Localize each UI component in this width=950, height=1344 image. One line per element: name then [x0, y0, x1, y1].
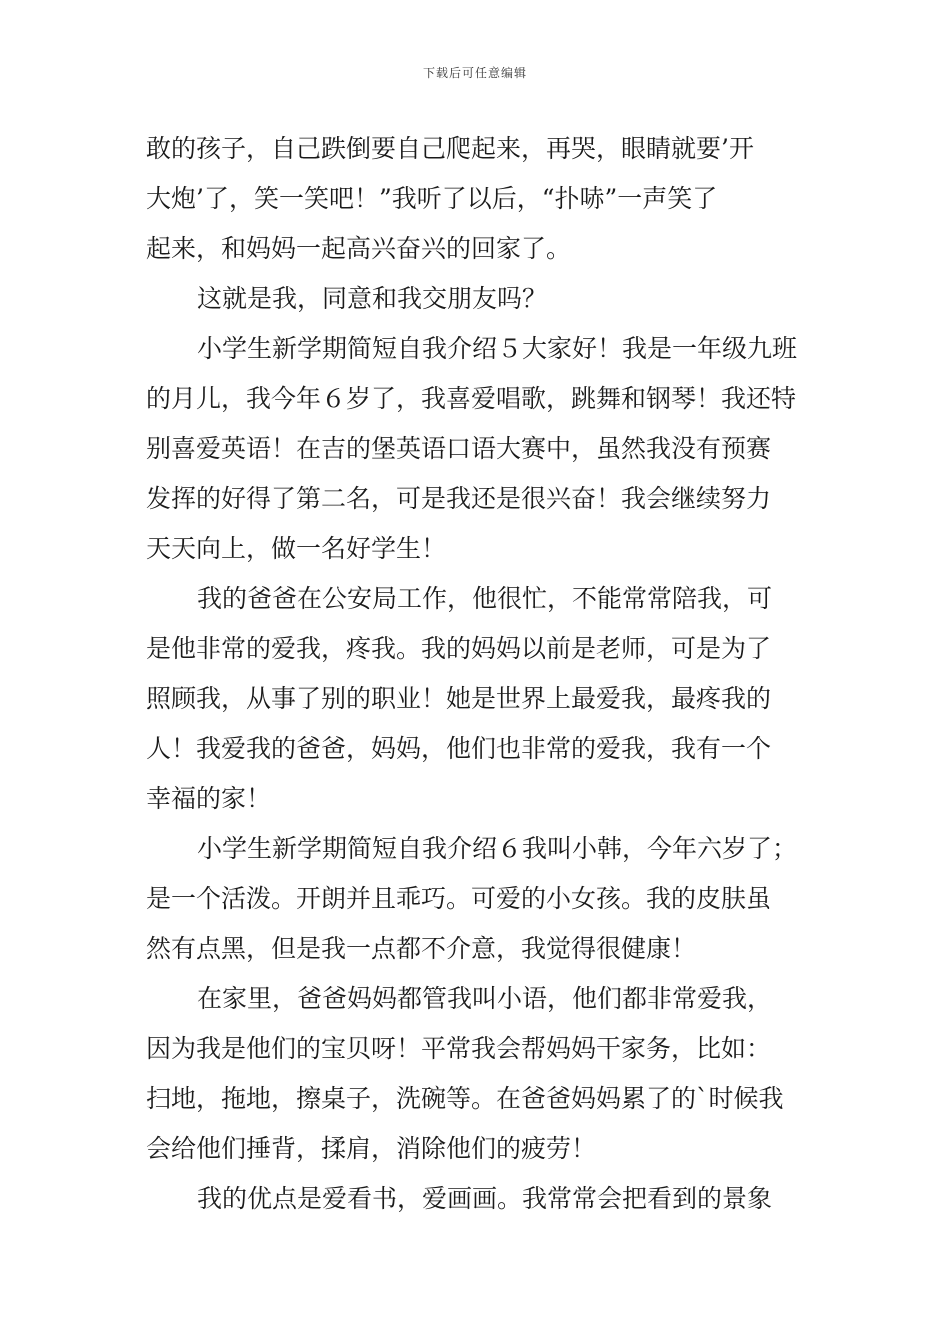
paragraph-first-line: 在家里，爸爸妈妈都管我叫小语，他们都非常爱我，: [197, 984, 773, 1013]
text-line: 是他非常的爱我，疼我。我的妈妈以前是老师，可是为了: [146, 634, 772, 663]
text-line: 人！我爱我的爸爸，妈妈，他们也非常的爱我，我有一个: [146, 734, 772, 763]
text-line: 扫地，拖地，擦桌子，洗碗等。在爸爸妈妈累了的`时候我: [146, 1084, 784, 1113]
text-line: 照顾我，从事了别的职业！她是世界上最爱我，最疼我的: [146, 684, 772, 713]
paragraph-first-line: 小学生新学期简短自我介绍６我叫小韩，今年六岁了；: [197, 834, 798, 863]
text-line: 发挥的好得了第二名，可是我还是很兴奋！我会继续努力: [146, 484, 772, 513]
text-line: 幸福的家！: [146, 784, 272, 813]
text-line: 是一个活泼。开朗并且乖巧。可爱的小女孩。我的皮肤虽: [146, 884, 772, 913]
text-line: 别喜爱英语！在吉的堡英语口语大赛中，虽然我没有预赛: [146, 434, 772, 463]
paragraph-first-line: 这就是我，同意和我交朋友吗？: [197, 284, 548, 313]
text-line: 的月儿，我今年６岁了，我喜爱唱歌，跳舞和钢琴！我还特: [146, 384, 797, 413]
text-line: 天天向上，做一名好学生！: [146, 534, 447, 563]
page-header: 下载后可任意编辑: [422, 66, 527, 80]
text-line: 敢的孩子，自己跌倒要自己爬起来，再哭，眼睛就要’开: [146, 134, 754, 163]
text-line: 因为我是他们的宝贝呀！平常我会帮妈妈干家务，比如：: [146, 1034, 772, 1063]
document-body: [146, 124, 810, 1224]
text-line: 起来，和妈妈一起高兴奋兴的回家了。: [146, 234, 572, 263]
paragraph-first-line: 小学生新学期简短自我介绍５大家好！我是一年级九班: [197, 334, 798, 363]
text-line: 然有点黑，但是我一点都不介意，我觉得很健康！: [146, 934, 697, 963]
paragraph-first-line: 我的爸爸在公安局工作，他很忙，不能常常陪我，可: [197, 584, 773, 613]
paragraph-first-line: 我的优点是爱看书，爱画画。我常常会把看到的景象: [197, 1184, 773, 1213]
text-line: 会给他们捶背，揉肩，消除他们的疲劳！: [146, 1134, 597, 1163]
text-line: 大炮’了，笑一笑吧！”我听了以后，“扑哧”一声笑了: [146, 184, 718, 213]
